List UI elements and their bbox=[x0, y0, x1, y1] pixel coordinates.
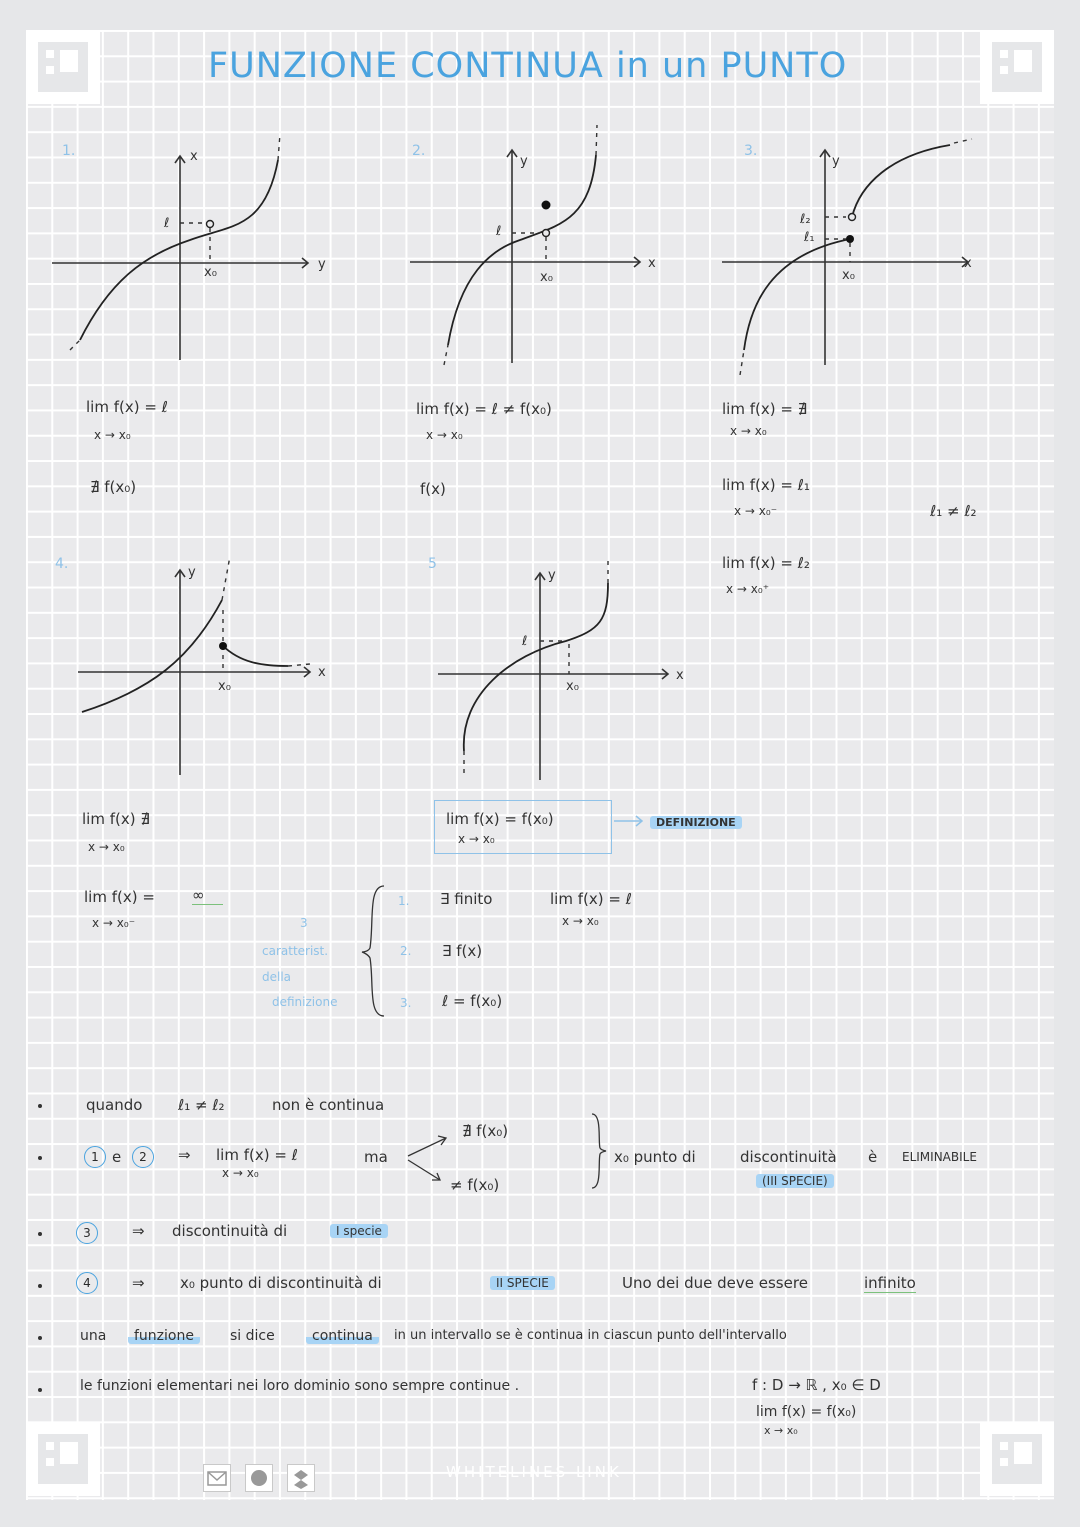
corner-marker-top-right bbox=[980, 30, 1054, 104]
characteristics-brace bbox=[360, 882, 390, 1022]
case-4-circle: 4 bbox=[76, 1272, 98, 1294]
bullet bbox=[38, 1388, 42, 1392]
rule-2-not-equal: ≠ f(x₀) bbox=[450, 1176, 500, 1194]
definition-label: DEFINIZIONE bbox=[650, 816, 742, 829]
characteristics-count: 3 bbox=[300, 916, 308, 930]
rule-3-implies: ⇒ bbox=[132, 1222, 145, 1240]
page-title: FUNZIONE CONTINUA in un PUNTO bbox=[208, 46, 848, 86]
graph-1-l-label: ℓ bbox=[164, 216, 170, 231]
graph-3-x0-label: x₀ bbox=[842, 268, 855, 283]
rule-1-inequality: ℓ₁ ≠ ℓ₂ bbox=[178, 1096, 225, 1114]
characteristics-label-2: della bbox=[262, 970, 292, 984]
characteristic-1-limit: lim f(x) = ℓ bbox=[550, 890, 632, 908]
note-4-infinity: ∞ bbox=[192, 886, 223, 905]
case-3-circle: 3 bbox=[76, 1222, 98, 1244]
bullet bbox=[38, 1336, 42, 1340]
rule-1-not-continuous: non è continua bbox=[272, 1096, 385, 1114]
graph-4-x-label: x bbox=[318, 665, 326, 680]
note-4-left-limit: lim f(x) = bbox=[84, 888, 155, 906]
rule-6-text: le funzioni elementari nei loro dominio sono sempre continue . bbox=[80, 1378, 520, 1394]
note-4-limit: lim f(x) ∄ bbox=[82, 810, 150, 828]
rule-2-third-species: (III SPECIE) bbox=[756, 1174, 834, 1188]
rule-3-first-species: I specie bbox=[330, 1224, 388, 1238]
graph-2-number: 2. bbox=[412, 143, 426, 159]
graph-2-x0-label: x₀ bbox=[540, 270, 553, 285]
bullet bbox=[38, 1156, 42, 1160]
rule-1-when: quando bbox=[86, 1096, 143, 1114]
characteristic-2-number: 2. bbox=[400, 944, 412, 958]
bullet bbox=[38, 1232, 42, 1236]
rule-2-but: ma bbox=[364, 1148, 388, 1166]
graph-1-x0-label: x₀ bbox=[204, 265, 217, 280]
rule-4-second-species: II SPECIE bbox=[490, 1276, 555, 1290]
rule-6-limit-sub: x → x₀ bbox=[764, 1424, 798, 1437]
graph-1-number: 1. bbox=[62, 143, 76, 159]
graph-5-x0-label: x₀ bbox=[566, 679, 579, 694]
note-5-limit: lim f(x) = f(x₀) bbox=[446, 810, 554, 828]
rule-5-called: si dice bbox=[230, 1328, 275, 1344]
characteristic-1-number: 1. bbox=[398, 894, 410, 908]
rule-4-explanation: Uno dei due deve essere bbox=[622, 1274, 808, 1292]
rule-6-limit: lim f(x) = f(x₀) bbox=[756, 1404, 857, 1420]
mail-icon[interactable] bbox=[203, 1464, 231, 1492]
rule-5-a: una bbox=[80, 1328, 107, 1344]
graph-3-l2-label: ℓ₂ bbox=[800, 212, 811, 227]
case-2-circle: 2 bbox=[132, 1146, 154, 1168]
note-3-right-limit: lim f(x) = ℓ₂ bbox=[722, 554, 810, 572]
rule-6-domain: f : D → ℝ , x₀ ∈ D bbox=[752, 1376, 881, 1394]
graph-3-x-label: x bbox=[964, 256, 972, 271]
rule-2-eliminable: ELIMINABILE bbox=[902, 1150, 977, 1164]
graph-1-x-label: y bbox=[318, 257, 326, 272]
characteristic-2-text: ∃ f(x) bbox=[442, 942, 483, 960]
rule-2-brace bbox=[588, 1112, 608, 1190]
note-3-left-limit-sub: x → x₀⁻ bbox=[734, 504, 778, 518]
bullet bbox=[38, 1284, 42, 1288]
characteristic-1-limit-sub: x → x₀ bbox=[562, 914, 599, 928]
note-3-left-limit: lim f(x) = ℓ₁ bbox=[722, 476, 810, 494]
graph-4-number: 4. bbox=[55, 556, 69, 572]
note-2-limit-sub: x → x₀ bbox=[426, 428, 463, 442]
graph-2-y-label: y bbox=[520, 154, 528, 169]
rule-4-infinite: infinito bbox=[864, 1274, 916, 1292]
graph-5-y-label: y bbox=[548, 568, 556, 583]
note-1-limit: lim f(x) = ℓ bbox=[86, 398, 168, 416]
rule-4-implies: ⇒ bbox=[132, 1274, 145, 1292]
graph-2-x-label: x bbox=[648, 256, 656, 271]
characteristic-3-text: ℓ = f(x₀) bbox=[442, 992, 503, 1010]
rule-3-text: discontinuità di bbox=[172, 1222, 288, 1240]
graph-4 bbox=[70, 550, 340, 780]
graph-5-l-label: ℓ bbox=[522, 634, 528, 649]
rule-2-implies: ⇒ bbox=[178, 1146, 191, 1164]
rule-2-limit-sub: x → x₀ bbox=[222, 1166, 259, 1180]
case-1-circle: 1 bbox=[84, 1146, 106, 1168]
rule-5-function: funzione bbox=[128, 1328, 200, 1344]
graph-3-y-label: y bbox=[832, 154, 840, 169]
graph-4-x0-label: x₀ bbox=[218, 679, 231, 694]
rule-2-result-is: è bbox=[868, 1148, 878, 1166]
note-4-left-limit-sub: x → x₀⁻ bbox=[92, 916, 136, 930]
rule-2-not-exist: ∄ f(x₀) bbox=[462, 1122, 509, 1140]
footer-brand: WHITELINES LINK bbox=[446, 1463, 622, 1481]
graph-1 bbox=[40, 130, 340, 370]
rule-2-limit: lim f(x) = ℓ bbox=[216, 1146, 298, 1164]
corner-marker-bottom-left bbox=[26, 1422, 100, 1496]
graph-2 bbox=[400, 125, 680, 375]
graph-5-x-label: x bbox=[676, 668, 684, 683]
characteristic-3-number: 3. bbox=[400, 996, 412, 1010]
graph-3 bbox=[710, 125, 990, 375]
graph-2-l-label: ℓ bbox=[496, 224, 502, 239]
note-3-limit: lim f(x) = ∄ bbox=[722, 400, 808, 418]
evernote-icon[interactable] bbox=[245, 1464, 273, 1492]
rule-2-result-discontinuity: discontinuità bbox=[740, 1148, 837, 1166]
characteristic-1-text: ∃ finito bbox=[440, 890, 493, 908]
graph-5 bbox=[430, 555, 700, 785]
rule-5-rest: in un intervallo se è continua in ciascun punto dell'intervallo bbox=[394, 1328, 787, 1343]
rule-5-continuous: continua bbox=[306, 1328, 379, 1344]
graph-3-number: 3. bbox=[744, 143, 758, 159]
arrow-to-definition-icon bbox=[612, 814, 648, 828]
note-2-fx: f(x) bbox=[420, 480, 446, 498]
rule-4-text: x₀ punto di discontinuità di bbox=[180, 1274, 382, 1292]
bullet bbox=[38, 1104, 42, 1108]
note-2-limit: lim f(x) = ℓ ≠ f(x₀) bbox=[416, 400, 552, 418]
branch-arrows-icon bbox=[404, 1130, 450, 1186]
rule-2-result: x₀ punto di bbox=[614, 1148, 696, 1166]
note-5-limit-sub: x → x₀ bbox=[458, 832, 495, 846]
note-1-limit-sub: x → x₀ bbox=[94, 428, 131, 442]
dropbox-icon[interactable] bbox=[287, 1464, 315, 1492]
graph-3-l1-label: ℓ₁ bbox=[804, 230, 815, 245]
note-1-not-exist: ∄ f(x₀) bbox=[90, 478, 137, 496]
graph-5-number: 5 bbox=[428, 556, 437, 572]
graph-1-y-label: x bbox=[190, 149, 198, 164]
graph-4-y-label: y bbox=[188, 565, 196, 580]
note-3-right-limit-sub: x → x₀⁺ bbox=[726, 582, 770, 596]
characteristics-label-1: caratterist. bbox=[262, 944, 329, 958]
rule-2-and: e bbox=[112, 1148, 122, 1166]
corner-marker-top-left bbox=[26, 30, 100, 104]
characteristics-label-3: definizione bbox=[272, 995, 338, 1009]
corner-marker-bottom-right bbox=[980, 1422, 1054, 1496]
note-3-limit-sub: x → x₀ bbox=[730, 424, 767, 438]
note-3-inequality: ℓ₁ ≠ ℓ₂ bbox=[930, 502, 977, 520]
note-4-limit-sub: x → x₀ bbox=[88, 840, 125, 854]
